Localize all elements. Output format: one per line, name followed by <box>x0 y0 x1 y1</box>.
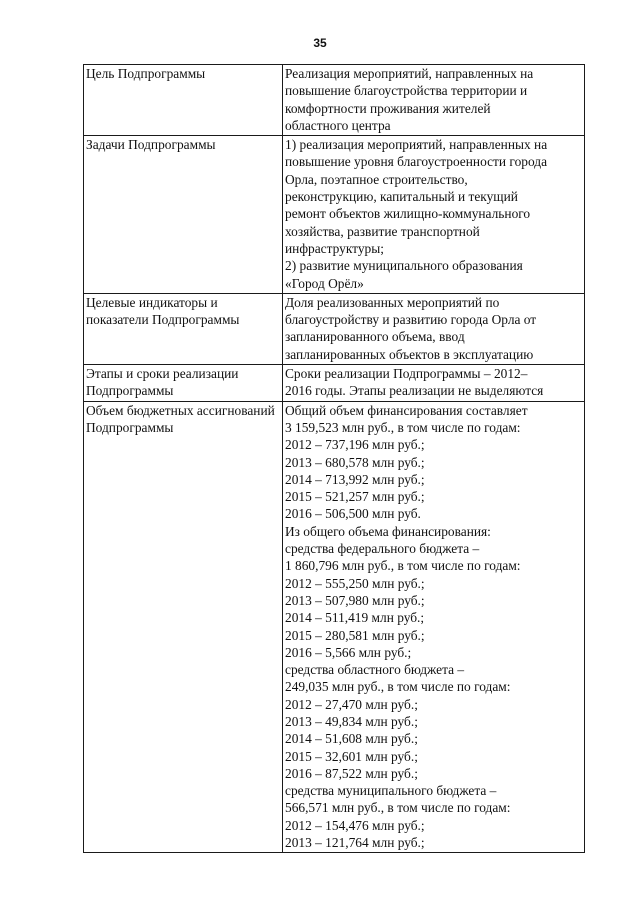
value-line: средства федерального бюджета – <box>285 541 480 557</box>
page-number: 35 <box>313 36 327 50</box>
value-line: Сроки реализации Подпрограммы – 2012– <box>285 366 528 382</box>
row-value <box>283 293 585 364</box>
value-line: 2012 – 555,250 млн руб.; <box>285 575 425 591</box>
value-line: 2015 – 280,581 млн руб.; <box>285 627 425 643</box>
value-line: инфраструктуры; <box>285 240 384 256</box>
value-line: областного центра <box>285 117 391 133</box>
row-label <box>84 365 283 402</box>
row-label-text: Этапы и сроки реализации Подпрограммы <box>86 366 239 399</box>
row-tasks <box>84 136 585 294</box>
row-label <box>84 65 283 136</box>
value-line: запланированных объектов в эксплуатацию <box>285 346 534 362</box>
value-line: повышение уровня благоустроенности города <box>285 154 548 170</box>
row-value <box>283 401 585 853</box>
passport-table-body <box>84 65 585 853</box>
value-line: 2016 – 5,566 млн руб.; <box>285 644 412 660</box>
value-line: Общий объем финансирования составляет <box>285 402 528 418</box>
value-line: «Город Орёл» <box>285 275 364 291</box>
passport-table <box>83 64 585 853</box>
value-line: 2012 – 27,470 млн руб.; <box>285 696 418 712</box>
value-line: комфортности проживания жителей <box>285 100 491 116</box>
value-line: 566,571 млн руб., в том числе по годам: <box>285 800 511 816</box>
value-line: ремонт объектов жилищно-коммунального <box>285 206 531 222</box>
value-line: 2012 – 737,196 млн руб.; <box>285 437 425 453</box>
value-line: 249,035 млн руб., в том числе по годам: <box>285 679 511 695</box>
value-line: 3 159,523 млн руб., в том числе по годам: <box>285 419 521 435</box>
value-line: 2016 годы. Этапы реализации не выделяются <box>285 383 544 399</box>
value-line: 2012 – 154,476 млн руб.; <box>285 817 425 833</box>
value-line: запланированного объема, ввод <box>285 329 465 345</box>
value-line: благоустройству и развитию города Орла от <box>285 312 537 328</box>
row-value <box>283 136 585 294</box>
row-label-text: Целевые индикаторы и показатели Подпрограммы <box>86 294 240 328</box>
value-line: 2013 – 49,834 млн руб.; <box>285 713 418 729</box>
value-line: 2014 – 51,608 млн руб.; <box>285 731 418 747</box>
value-line: 2015 – 521,257 млн руб.; <box>285 489 425 505</box>
value-line: Доля реализованных мероприятий по <box>285 294 500 310</box>
value-line: 2014 – 511,419 млн руб.; <box>285 610 425 626</box>
row-label <box>84 293 283 364</box>
value-line: 2016 – 506,500 млн руб. <box>285 506 421 522</box>
value-line: реконструкцию, капитальный и текущий <box>285 189 518 205</box>
row-label <box>84 136 283 294</box>
value-line: 2013 – 121,764 млн руб.; <box>285 835 425 851</box>
row-label <box>84 401 283 853</box>
value-line: средства муниципального бюджета – <box>285 783 497 799</box>
value-line: хозяйства, развитие транспортной <box>285 223 480 239</box>
value-line: 1) реализация мероприятий, направленных на <box>285 137 548 153</box>
value-line: 2014 – 713,992 млн руб.; <box>285 471 425 487</box>
value-line: 2013 – 680,578 млн руб.; <box>285 454 425 470</box>
row-label-text: Цель Подпрограммы <box>86 66 206 81</box>
value-line: 2015 – 32,601 млн руб.; <box>285 748 418 764</box>
value-line: повышение благоустройства территории и <box>285 83 528 99</box>
row-label-text: Задачи Подпрограммы <box>86 137 216 153</box>
value-line: Реализация мероприятий, направленных на <box>285 66 534 81</box>
value-line: Из общего объема финансирования: <box>285 523 491 539</box>
row-goal <box>84 65 585 136</box>
value-line: Орла, поэтапное строительство, <box>285 171 468 187</box>
value-line: 2013 – 507,980 млн руб.; <box>285 592 425 608</box>
row-value <box>283 365 585 402</box>
row-stages <box>84 365 585 402</box>
value-line: 2) развитие муниципального образования <box>285 258 523 274</box>
row-indicators <box>84 293 585 364</box>
value-line: 2016 – 87,522 млн руб.; <box>285 765 418 781</box>
row-label-text: Объем бюджетных ассигнований Подпрограммы <box>86 402 275 435</box>
value-line: 1 860,796 млн руб., в том числе по годам: <box>285 558 521 574</box>
value-line: средства областного бюджета – <box>285 662 465 678</box>
row-value <box>283 65 585 136</box>
row-budget <box>84 401 585 853</box>
